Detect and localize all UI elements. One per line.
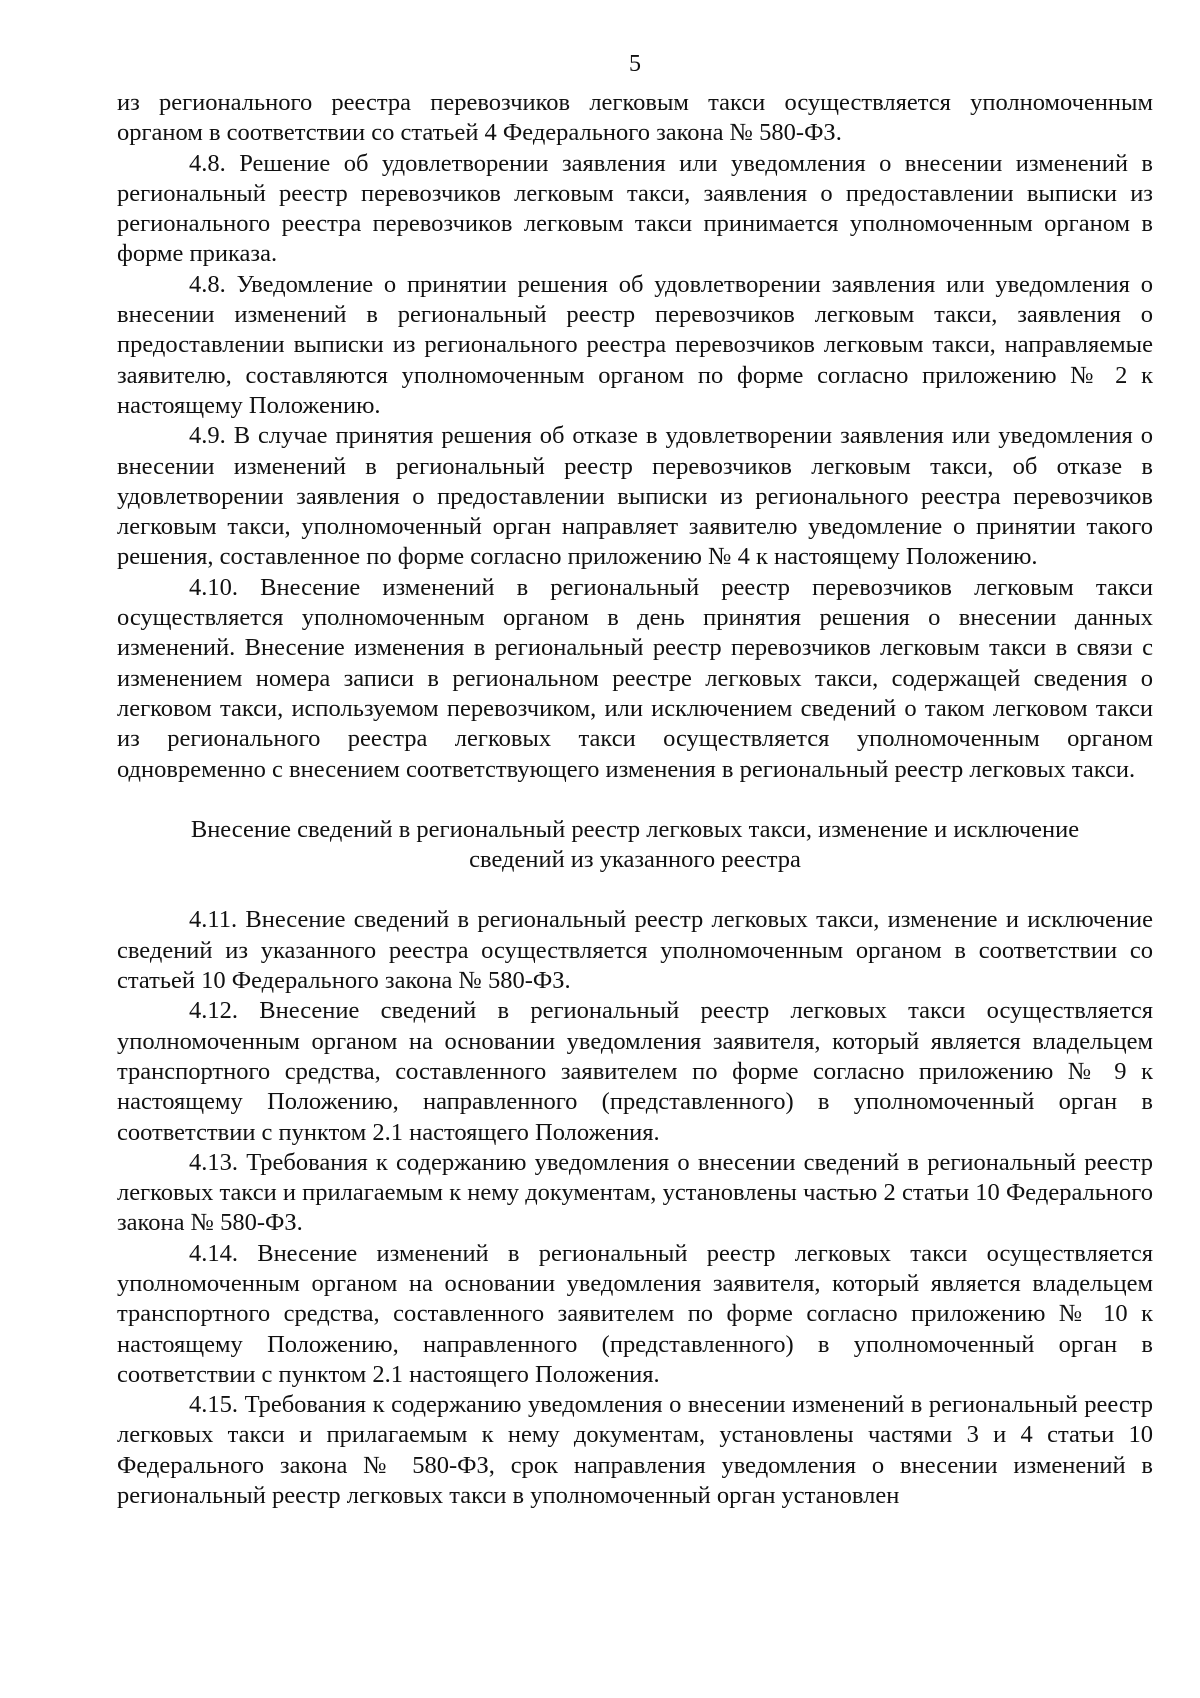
section-heading-line-1: Внесение сведений в региональный реестр легковых такси, изменение и исключение	[190, 815, 1080, 843]
paragraph-4-8-decision: 4.8. Решение об удовлетворении заявления или уведомления о внесении изменений в региональный реестр перевозчиков легковым такси, заявления о предоставлении выписки из регионального реестра перевозчиков легковым такси принимается уполномоченным органом в форме приказа.	[117, 149, 1153, 268]
paragraph-4-15: 4.15. Требования к содержанию уведомления о внесении изменений в региональный реестр легковых такси и прилагаемым к нему документам, установлены частями 3 и 4 статьи 10 Федерального закона № 580-ФЗ, срок направления уведомления о внесении изменений в региональный реестр легковых такси в уполномоченный орган установлен	[117, 1391, 1153, 1510]
paragraph-4-11: 4.11. Внесение сведений в региональный реестр легковых такси, изменение и исключение сведений из указанного реестра осуществляется уполномоченным органом в соответствии со статьей 10 Федерального закона № 580-ФЗ.	[117, 906, 1153, 995]
page-number: 5	[629, 51, 641, 77]
paragraph-continuation: из регионального реестра перевозчиков легковым такси осуществляется уполномоченным органом в соответствии со статьей 4 Федерального закона № 580-ФЗ.	[117, 89, 1153, 147]
paragraph-4-9: 4.9. В случае принятия решения об отказе в удовлетворении заявления или уведомления о внесении изменений в региональный реестр перевозчиков легковым такси, об отказе в удовлетворении заявления о предоставлении выписки из регионального реестра перевозчиков легковым такси, уполномоченный орган направляет заявителю уведомление о принятии такого решения, составленное по форме согласно приложению № 4 к настоящему Положению.	[117, 422, 1153, 571]
section-heading	[117, 815, 1153, 876]
paragraph-4-12: 4.12. Внесение сведений в региональный реестр легковых такси осуществляется уполномоченным органом на основании уведомления заявителя, который является владельцем транспортного средства, составленного заявителем по форме согласно приложению № 9 к настоящему Положению, направленного (представленного) в уполномоченный орган в соответствии с пунктом 2.1 настоящего Положения.	[117, 997, 1153, 1146]
paragraph-4-8-notification: 4.8. Уведомление о принятии решения об удовлетворении заявления или уведомления о внесении изменений в региональный реестр перевозчиков легковым такси, заявления о предоставлении выписки из регионального реестра перевозчиков легковым такси, направляемые заявителю, составляются уполномоченным органом по форме согласно приложению № 2 к настоящему Положению.	[117, 270, 1153, 419]
document-page	[117, 48, 1153, 1511]
paragraph-4-10: 4.10. Внесение изменений в региональный реестр перевозчиков легковым такси осуществляется уполномоченным органом в день принятия решения о внесении данных изменений. Внесение изменения в региональный реестр перевозчиков легковым такси в связи с изменением номера записи в региональном реестре легковых такси, содержащей сведения о легковом такси, используемом перевозчиком, или исключением сведений о таком легковом такси из регионального реестра легковых такси осуществляется уполномоченным органом одновременно с внесением соответствующего изменения в региональный реестр легковых такси.	[117, 573, 1153, 783]
paragraph-4-14: 4.14. Внесение изменений в региональный реестр легковых такси осуществляется уполномоченным органом на основании уведомления заявителя, который является владельцем транспортного средства, составленного заявителем по форме согласно приложению № 10 к настоящему Положению, направленного (представленного) в уполномоченный орган в соответствии с пунктом 2.1 настоящего Положения.	[117, 1239, 1153, 1388]
paragraph-4-13: 4.13. Требования к содержанию уведомления о внесении сведений в региональный реестр легковых такси и прилагаемым к нему документам, установлены частью 2 статьи 10 Федерального закона № 580-ФЗ.	[117, 1148, 1153, 1237]
section-heading-line-2: сведений из указанного реестра	[469, 846, 801, 874]
